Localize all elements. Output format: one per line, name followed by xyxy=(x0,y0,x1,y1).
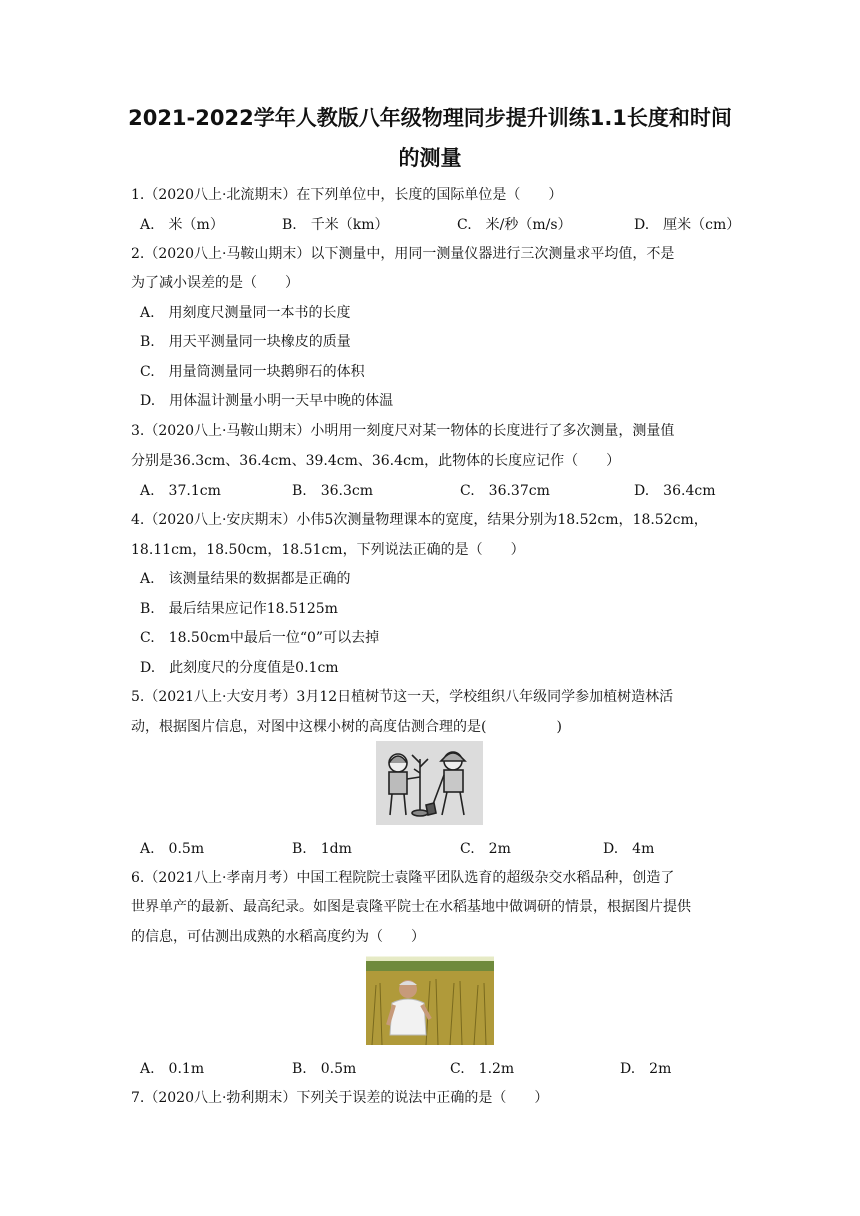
question-6-option-b: B. 0.5m xyxy=(292,1061,357,1077)
question-1-option-a: A. 米（m） xyxy=(140,217,224,233)
question-2-stem-line-2: 为了减小误差的是（ ） xyxy=(131,275,299,291)
question-1-option-d: D. 厘米（cm） xyxy=(634,217,741,233)
question-3-option-d: D. 36.4cm xyxy=(634,483,716,499)
question-4-option-d: D. 此刻度尺的分度值是0.1cm xyxy=(140,660,339,676)
tree-planting-illustration xyxy=(376,741,483,825)
page-title: 2021-2022学年人教版八年级物理同步提升训练1.1长度和时间的测量 xyxy=(128,106,732,170)
question-2-stem-line-1: 2.（2020八上·马鞍山期末）以下测量中，用同一测量仪器进行三次测量求平均值，不是 xyxy=(131,246,675,262)
question-4-option-b: B. 最后结果应记作18.5125m xyxy=(140,601,338,617)
question-2-option-b: B. 用天平测量同一块橡皮的质量 xyxy=(140,334,351,350)
question-6-stem-line-3: 的信息，可估测出成熟的水稻高度约为（ ） xyxy=(131,929,425,945)
question-2-option-a: A. 用刻度尺测量同一本书的长度 xyxy=(140,305,351,321)
question-2-option-d: D. 用体温计测量小明一天早中晚的体温 xyxy=(140,393,394,409)
question-6-option-a: A. 0.1m xyxy=(140,1061,205,1077)
question-2-option-c: C. 用量筒测量同一块鹅卵石的体积 xyxy=(140,364,365,380)
question-5-option-c: C. 2m xyxy=(460,841,511,857)
question-6-stem-line-1: 6.（2021八上·孝南月考）中国工程院院士袁隆平团队选育的超级杂交水稻品种，创造了 xyxy=(131,870,675,886)
question-3-option-a: A. 37.1cm xyxy=(140,483,221,499)
question-1-option-c: C. 米/秒（m/s） xyxy=(457,217,572,233)
question-6-stem-line-2: 世界单产的最新、最高纪录。如图是袁隆平院士在水稻基地中做调研的情景，根据图片提供 xyxy=(131,899,691,915)
question-3-stem-line-2: 分别是36.3cm、36.4cm、39.4cm、36.4cm，此物体的长度应记作（ ） xyxy=(131,453,621,469)
question-3-option-b: B. 36.3cm xyxy=(292,483,374,499)
question-1-option-b: B. 千米（km） xyxy=(282,217,389,233)
question-4-option-a: A. 该测量结果的数据都是正确的 xyxy=(140,571,351,587)
question-6-option-c: C. 1.2m xyxy=(450,1061,515,1077)
question-3-stem-line-1: 3.（2020八上·马鞍山期末）小明用一刻度尺对某一物体的长度进行了多次测量，测量值 xyxy=(131,423,675,439)
question-4-stem-line-1: 4.（2020八上·安庆期末）小伟5次测量物理课本的宽度，结果分别为18.52cm，18.52cm， xyxy=(131,512,708,528)
question-7-stem: 7.（2020八上·勃利期末）下列关于误差的说法中正确的是（ ） xyxy=(131,1090,549,1106)
question-1-stem: 1.（2020八上·北流期末）在下列单位中，长度的国际单位是（ ） xyxy=(131,187,563,203)
question-4-option-c: C. 18.50cm中最后一位“0”可以去掉 xyxy=(140,630,380,646)
rice-field-photo xyxy=(366,955,494,1045)
question-5-option-d: D. 4m xyxy=(603,841,655,857)
question-5-option-b: B. 1dm xyxy=(292,841,352,857)
question-5-stem-line-2: 动，根据图片信息，对图中这棵小树的高度估测合理的是( ) xyxy=(131,719,562,735)
question-5-stem-line-1: 5.（2021八上·大安月考）3月12日植树节这一天，学校组织八年级同学参加植树造林活 xyxy=(131,689,674,705)
question-6-option-d: D. 2m xyxy=(620,1061,672,1077)
question-3-option-c: C. 36.37cm xyxy=(460,483,550,499)
question-5-option-a: A. 0.5m xyxy=(140,841,205,857)
question-4-stem-line-2: 18.11cm，18.50cm，18.51cm，下列说法正确的是（ ） xyxy=(131,542,525,558)
